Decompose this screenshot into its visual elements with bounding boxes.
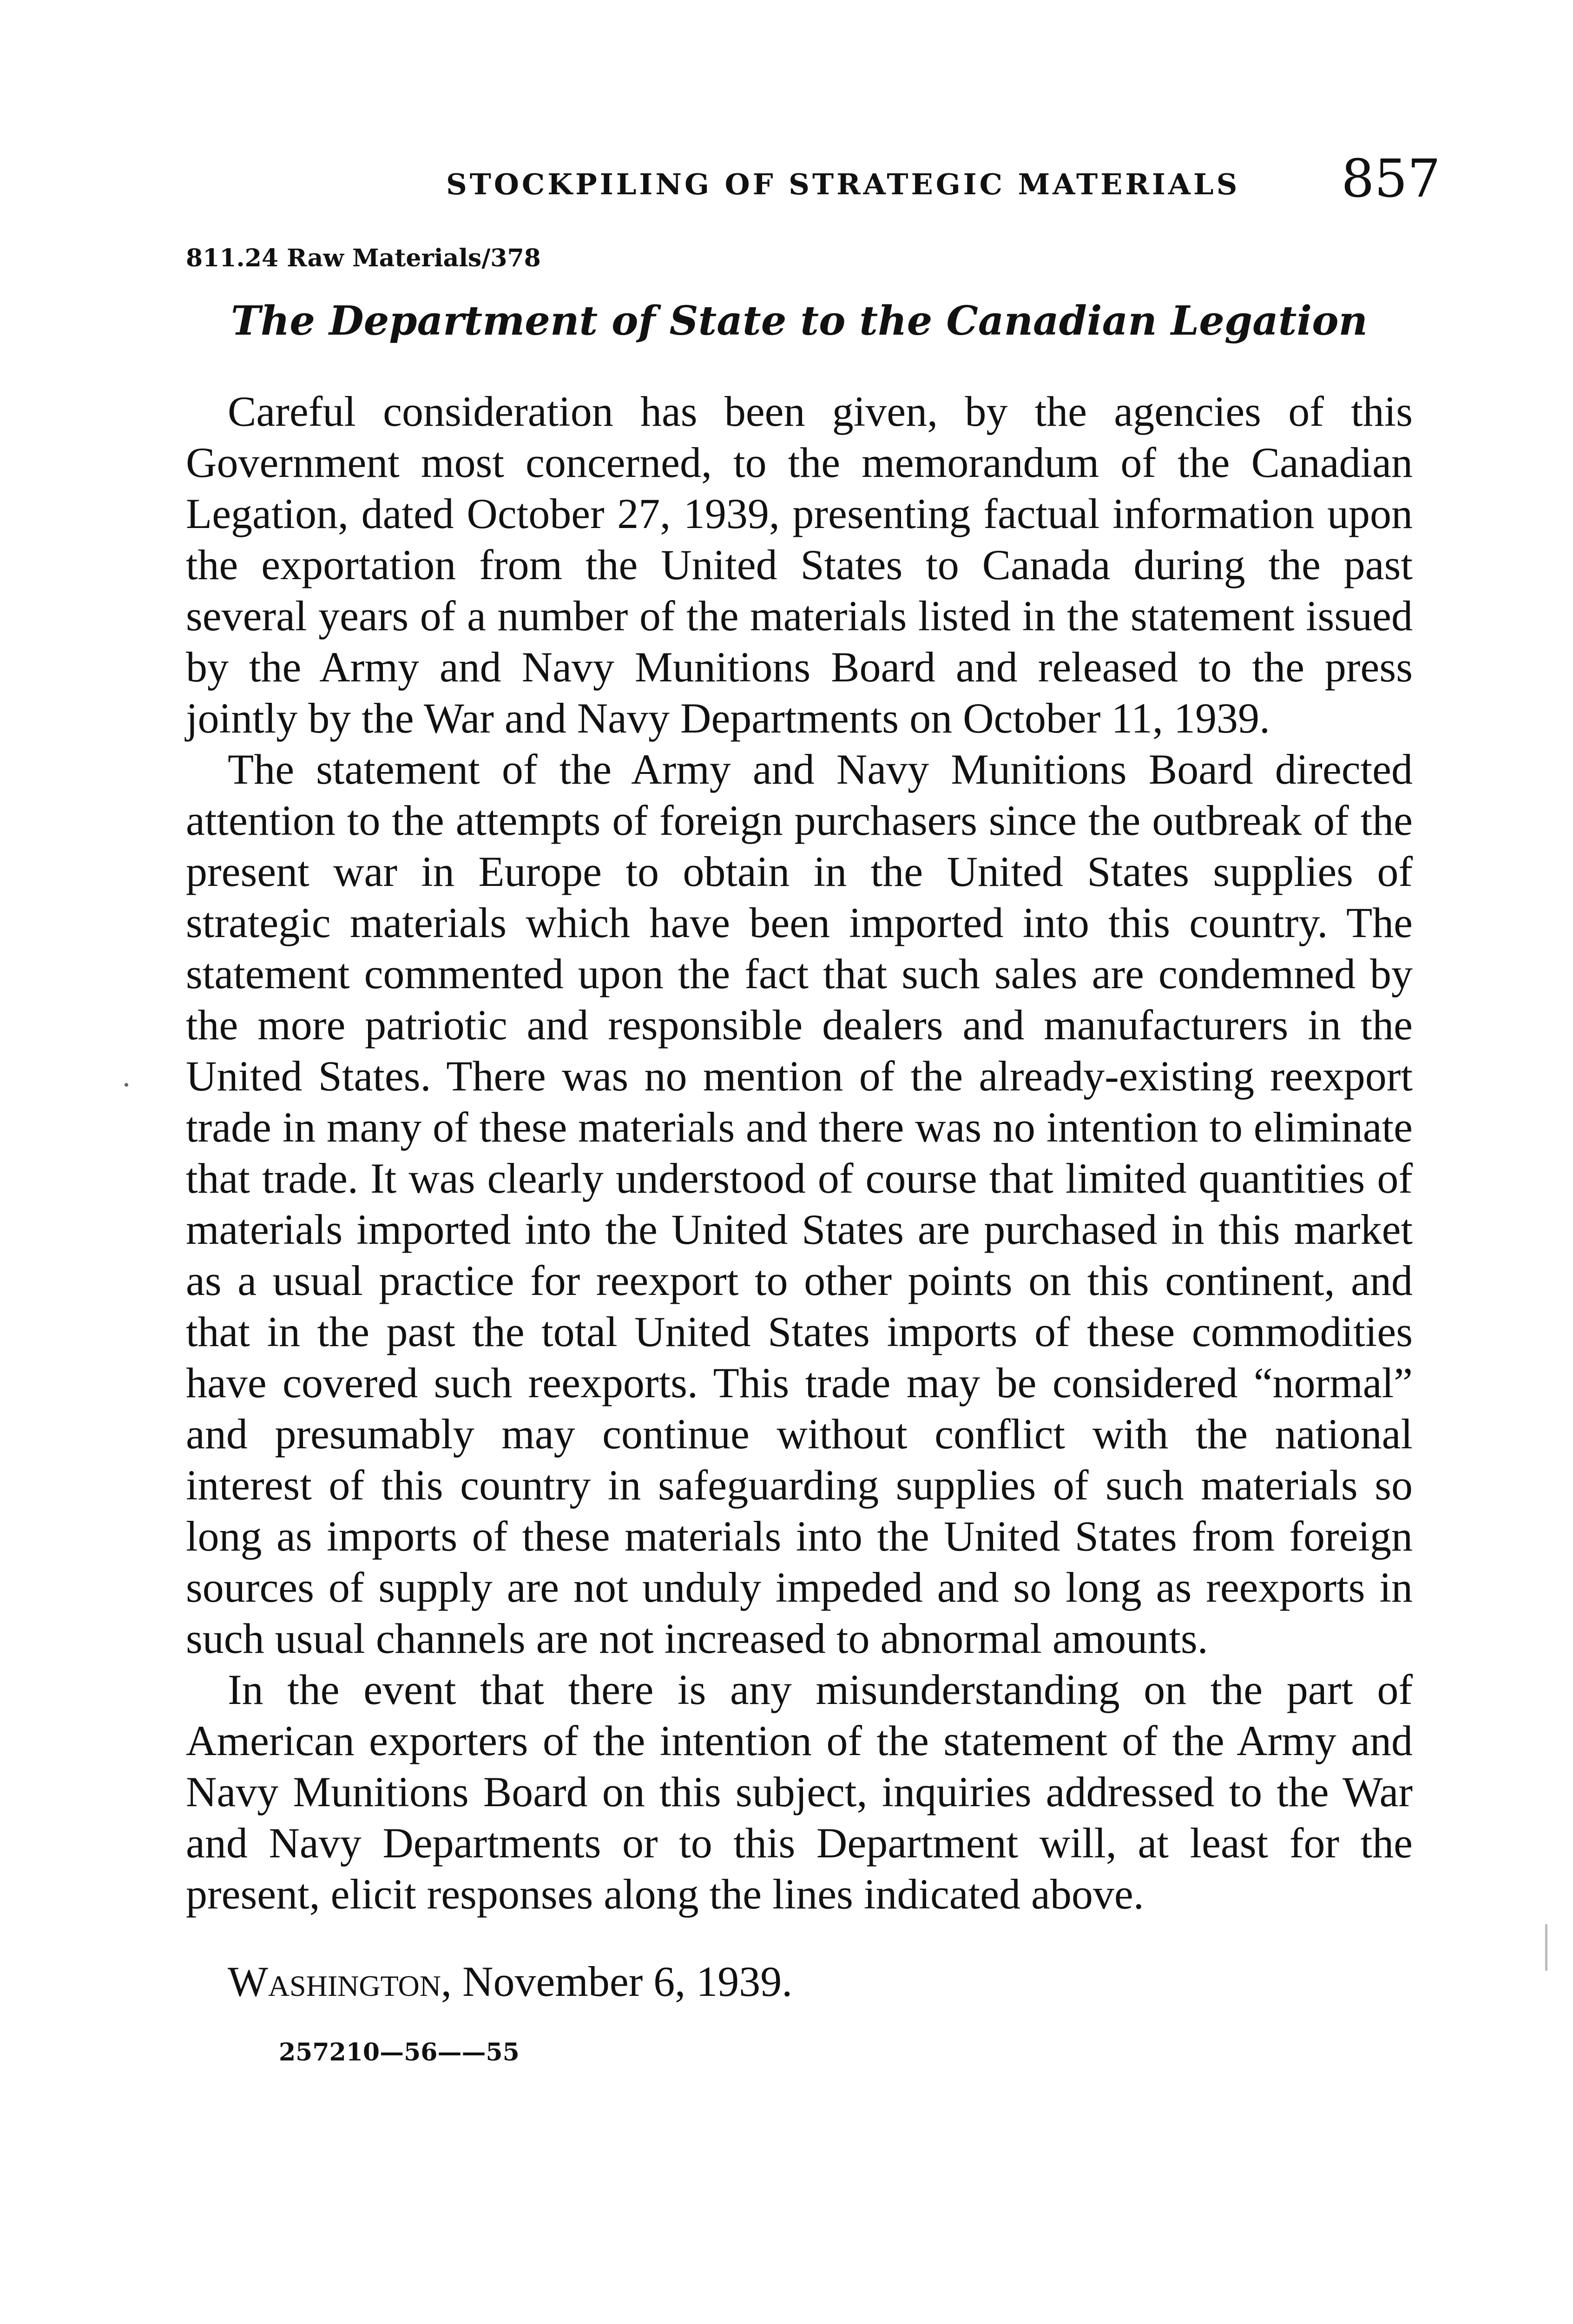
paragraph: In the event that there is any misunderstanding on the part of American exporters of the intention of the statement of the Army and Navy Munitions Board on this subject, inquiries addressed to the War and Navy Departments or to this Department will, at least for the present, elicit responses along the lines indicated above. [186,1666,1413,1918]
page-number: 857 [1341,149,1441,209]
paragraph: The statement of the Army and Navy Munitions Board directed attention to the attempts of foreign purchasers since the outbreak of the present war in Europe to obtain in the United States supplies of strategic materials which have been imported into this country. The statement commented upon the fact that such sales are condemned by the more patriotic and responsible dealers and manufacturers in the United States. There was no mention of the already-existing reexport trade in many of these materials and there was no intention to eliminate that trade. It was clearly understood of course that limited quantities of materials imported into the United States are purchased in this market as a usual practice for reexport to other points on this continent, and that in the past the total United States imports of these commodities have covered such reexports. This trade may be considered “normal” and presumably may continue without conflict with the national interest of this country in safeguarding supplies of such materials so long as imports of these materials into the United States from foreign sources of supply are not unduly impeded and so long as reexports in such usual channels are not increased to abnormal amounts. [186,746,1413,1662]
paragraph: Careful consideration has been given, by the agencies of this Government most concerned, to the memorandum of the Canadian Legation, dated October 27, 1939, presenting factual information upon the exportation from the United States to Canada during the past several years of a number of the materials listed in the statement issued by the Army and Navy Munitions Board and released to the press jointly by the War and Navy Departments on October 11, 1939. [186,388,1413,742]
dateline-place: Washington [228,1958,441,2005]
running-title: STOCKPILING OF STRATEGIC MATERIALS [446,167,1240,201]
dateline-date: , November 6, 1939. [441,1958,793,2005]
margin-dot [125,1083,128,1087]
body-text [186,386,1413,1920]
document-heading: The Department of State to the Canadian Legation [230,297,1368,344]
margin-mark [1545,1924,1547,1971]
dateline [228,1957,792,2006]
running-header [186,149,1441,209]
file-number: 811.24 Raw Materials/378 [186,244,541,272]
print-code: 257210—56——55 [279,2038,520,2067]
